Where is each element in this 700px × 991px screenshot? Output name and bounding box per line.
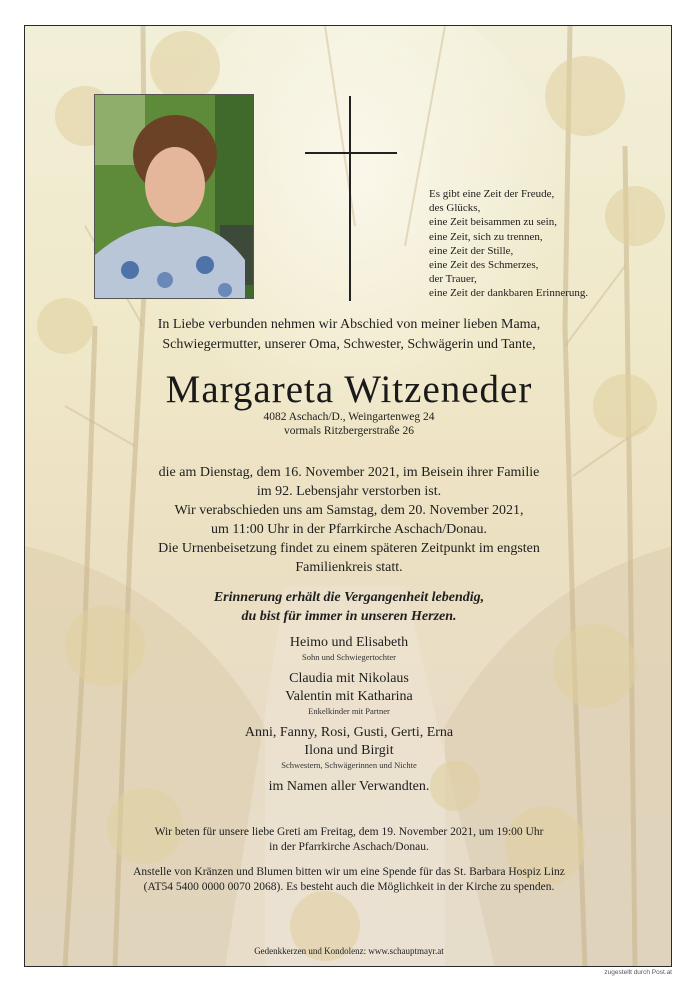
death-notice-line: die am Dienstag, dem 16. November 2021, im Beisein ihrer Familie [158, 465, 540, 480]
service-line: in der Pfarrkirche Aschach/Donau. [269, 841, 429, 853]
memorial-quote [25, 588, 672, 626]
address-line: vormals Ritzbergerstraße 26 [283, 425, 415, 437]
intro-line: In Liebe verbunden nehmen wir Abschied von meiner lieben Mama, [157, 317, 541, 332]
donation-line: (AT54 5400 0000 0070 2068). Es besteht auch die Möglichkeit in der Kirche zu spenden. [143, 881, 555, 893]
mourner-names: Claudia mit Nikolaus [289, 671, 409, 686]
poem-line: eine Zeit, sich zu trennen, [429, 230, 543, 243]
all-relatives: im Namen aller Verwandten. [268, 779, 430, 794]
poem-line: Es gibt eine Zeit der Freude, [429, 188, 555, 200]
death-notice-line: Wir verabschieden uns am Samstag, dem 20. November 2021, [174, 503, 524, 518]
deceased-name: Margareta Witzeneder [165, 368, 533, 411]
poem-line: eine Zeit beisammen zu sein, [429, 216, 557, 229]
mourner-group [25, 670, 672, 717]
poem-line: eine Zeit der Stille, [429, 244, 514, 257]
mourner-group [25, 724, 672, 771]
mourner-names: Valentin mit Katharina [285, 689, 413, 704]
intro-line: Schwiegermutter, unserer Oma, Schwester, Schwägerin und Tante, [162, 337, 536, 352]
deceased-address [25, 410, 672, 438]
mourner-relation: Enkelkinder mit Partner [308, 706, 390, 716]
service-line: Wir beten für unsere liebe Greti am Freitag, dem 19. November 2021, um 19:00 Uhr [154, 826, 544, 838]
portrait-photo [94, 94, 254, 299]
donation-notice [25, 865, 672, 895]
quote-line: Erinnerung erhält die Vergangenheit lebendig, [213, 590, 485, 605]
poem-line: eine Zeit des Schmerzes, [429, 259, 539, 272]
cross-symbol [305, 96, 397, 301]
death-notice [25, 463, 672, 577]
poem-line: eine Zeit der dankbaren Erinnerung. [429, 287, 589, 300]
intro-text [25, 315, 672, 355]
poem [429, 187, 588, 301]
condolence-link[interactable]: Gedenkkerzen und Kondolenz: www.schauptmayr.at [254, 946, 444, 956]
mourner-names: Ilona und Birgit [304, 743, 394, 758]
poem-line: des Glücks, [429, 202, 481, 215]
mourner-relation: Sohn und Schwiegertochter [302, 652, 396, 662]
mourners-list [25, 634, 672, 796]
poem-line: der Trauer, [429, 273, 477, 286]
mourner-group [25, 634, 672, 663]
portrait-image [95, 95, 254, 299]
address-line: 4082 Aschach/D., Weingartenweg 24 [263, 411, 435, 423]
death-notice-line: um 11:00 Uhr in der Pfarrkirche Aschach/Donau. [211, 522, 487, 537]
quote-line: du bist für immer in unseren Herzen. [241, 609, 457, 624]
prayer-service [25, 825, 672, 855]
delivery-credit: zugestellt durch Post.at [604, 969, 672, 976]
donation-line: Anstelle von Kränzen und Blumen bitten wir um eine Spende für das St. Barbara Hospiz Linz [133, 866, 565, 878]
death-notice-line: Die Urnenbeisetzung findet zu einem späteren Zeitpunkt im engsten [158, 541, 540, 556]
death-notice-line: im 92. Lebensjahr verstorben ist. [256, 484, 442, 499]
mourner-names: Anni, Fanny, Rosi, Gusti, Gerti, Erna [244, 725, 454, 740]
obituary-card [24, 25, 672, 967]
death-notice-line: Familienkreis statt. [295, 560, 403, 575]
mourner-relation: Schwestern, Schwägerinnen und Nichte [281, 760, 417, 770]
mourner-names: Heimo und Elisabeth [289, 635, 409, 650]
